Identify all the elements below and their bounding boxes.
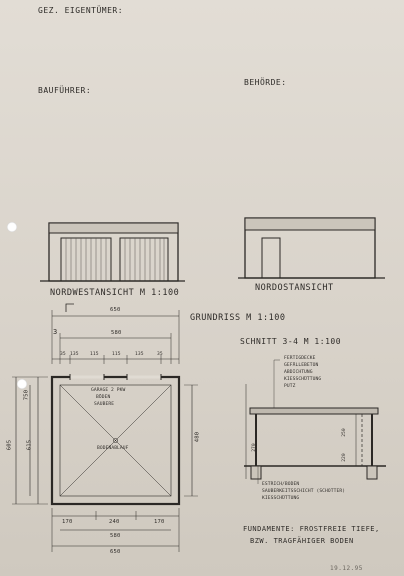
owner-label: GEZ. EIGENTÜMER: — [38, 6, 124, 15]
dim-top-inner: 580 — [111, 330, 122, 336]
dim-top-seg-5: 135 — [135, 352, 144, 357]
foundation-note-line-1: FUNDAMENTE: FROSTFREIE TIEFE, — [243, 525, 380, 533]
dim-top-overall: 650 — [110, 307, 121, 313]
dim-bottom-seg-1: 170 — [62, 519, 73, 525]
authority-signature-label: BEHÖRDE: — [244, 78, 287, 87]
floor-plan — [12, 304, 201, 552]
northeast-elevation-title: NORDOSTANSICHT — [255, 283, 334, 293]
section-note-bottom-2: SAUBERKEITSSCHICHT (SCHOTTER) — [262, 489, 346, 494]
section-title: SCHNITT 3-4 M 1:100 — [240, 337, 342, 346]
section-height-3: 220 — [341, 453, 347, 462]
dim-left-1: 750 — [23, 389, 30, 401]
dim-right-1: 480 — [194, 431, 201, 443]
builder-signature-label: BAUFÜHRER: — [38, 86, 92, 95]
dim-left-2: 615 — [26, 439, 33, 451]
section-height-2: 250 — [341, 428, 347, 437]
plan-title: GRUNDRISS M 1:100 — [190, 313, 286, 323]
dim-bottom-seg-3: 170 — [154, 519, 165, 525]
garage-label-1: GARAGE 2 PKW — [91, 388, 126, 393]
dim-bottom-seg-2: 240 — [109, 519, 120, 525]
dim-bottom-overall: 650 — [110, 549, 121, 555]
garage-label-2: BÖDEN — [96, 395, 111, 400]
date-stamp: 19.12.95 — [330, 565, 363, 572]
northeast-elevation — [238, 218, 385, 278]
foundation-note-line-2: BZW. TRAGFÄHIGER BODEN — [250, 537, 354, 545]
section-drawing — [244, 360, 386, 484]
dim-top-seg-3: 115 — [90, 352, 99, 357]
section-note-3: ABDICHTUNG — [284, 370, 313, 375]
section-note-5: PUTZ — [284, 384, 296, 389]
northwest-elevation-title: NORDWESTANSICHT M 1:100 — [50, 288, 180, 298]
plan-marker: 3 — [53, 328, 58, 336]
dim-top-seg-6: 35 — [157, 352, 163, 357]
garage-label-3: SAUBERE — [94, 402, 115, 407]
section-note-4: KIESSCHÜTTUNG — [284, 377, 322, 382]
dim-left-3: 605 — [6, 439, 13, 451]
section-note-2: GEFÄLLEBETON — [284, 363, 319, 368]
dim-top-seg-2: 135 — [70, 352, 79, 357]
section-note-bottom-1: ESTRICH/BODEN — [262, 482, 300, 487]
section-note-bottom-3: KIESSCHÜTTUNG — [262, 496, 300, 501]
section-height-1: 270 — [251, 443, 257, 452]
dim-top-seg-1: 35 — [60, 352, 66, 357]
dim-top-seg-4: 115 — [112, 352, 121, 357]
northwest-elevation — [40, 223, 185, 281]
section-note-1: FERTIGDECKE — [284, 356, 316, 361]
dim-bottom-inner: 580 — [110, 533, 121, 539]
floor-drain-label: BODENABLAUF — [97, 446, 129, 451]
